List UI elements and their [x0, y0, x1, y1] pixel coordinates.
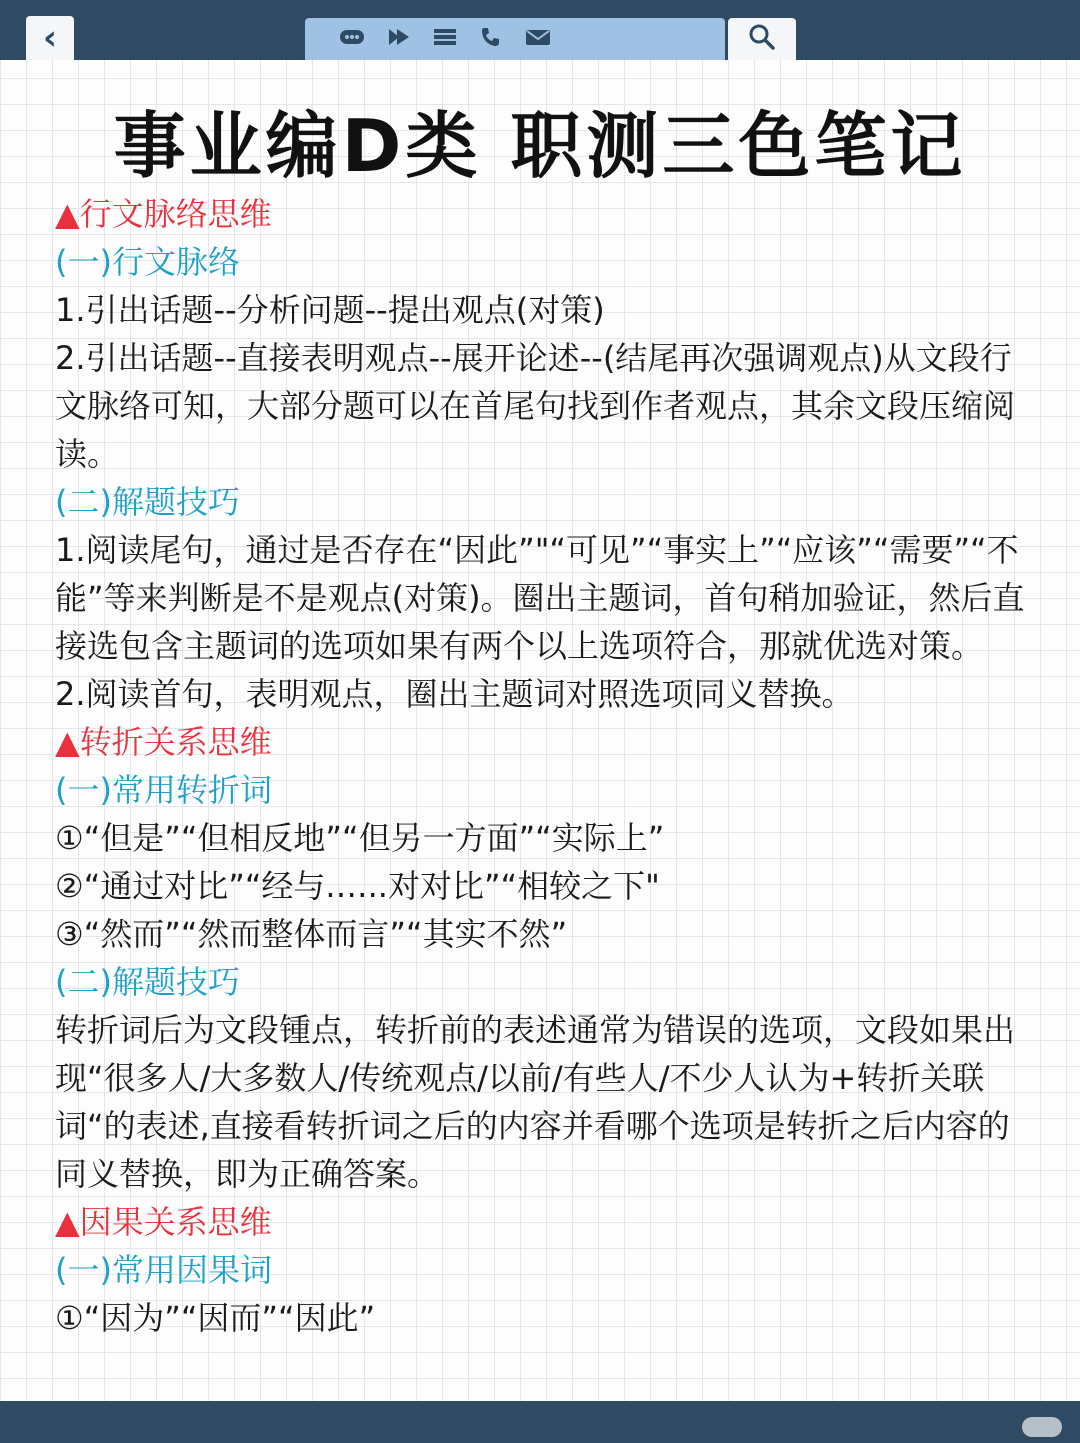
section-heading: ▲转折关系思维: [55, 723, 272, 761]
section-heading: ▲行文脉络思维: [55, 195, 272, 233]
note-line: 2.引出话题--直接表明观点--展开论述--(结尾再次强调观点)从文段行文脉络可知，大部分题可以在首尾句找到作者观点，其余文段压缩阅读。: [55, 339, 1016, 473]
note-line: ①“因为”“因而”“因此”: [55, 1299, 376, 1337]
list-icon[interactable]: [433, 26, 457, 53]
toolbar-icon-strip: [305, 18, 725, 60]
forward-icon[interactable]: [387, 26, 411, 53]
section-heading: ▲因果关系思维: [55, 1203, 272, 1241]
note-line: 1.引出话题--分析问题--提出观点(对策): [55, 291, 605, 329]
note-line: ①“但是”“但相反地”“但另一方面”“实际上”: [55, 819, 665, 857]
note-line: ③“然而”“然而整体而言”“其实不然”: [55, 915, 568, 953]
subsection-heading: (一)常用转折词: [55, 771, 272, 809]
note-line: 2.阅读首句，表明观点，圈出主题词对照选项同义替换。: [55, 675, 854, 713]
subsection-heading: (二)解题技巧: [55, 483, 240, 521]
subsection-heading: (二)解题技巧: [55, 963, 240, 1001]
bottom-bar: [0, 1401, 1080, 1443]
page-title: 事业编D类 职测三色笔记: [113, 104, 967, 188]
notes-content: [55, 190, 1030, 1342]
note-line: 1.阅读尾句，通过是否存在“因此”"“可见”“事实上”“应该”“需要”“不能”等来判断是不是观点(对策)。圈出主题词，首句稍加验证，然后直接选包含主题词的选项如果有两个以上选项符合，那就优选对策。: [55, 531, 1025, 665]
note-line: ②“通过对比”“经与.…..对对比”“相较之下": [55, 867, 660, 905]
mail-icon[interactable]: [525, 26, 551, 53]
back-button[interactable]: [26, 16, 74, 60]
note-line: 转折词后为文段锺点，转折前的表述通常为错误的选项，文段如果出现“很多人/大多数人/传统观点/以前/有些人/不少人认为+转折关联词“的表述,直接看转折词之后的内容并看哪个选项是转折之后内容的同义替换，即为正确答案。: [55, 1011, 1016, 1193]
phone-icon[interactable]: [479, 26, 503, 53]
watermark-badge: [1022, 1417, 1062, 1437]
subsection-heading: (一)行文脉络: [55, 243, 240, 281]
subsection-heading: (一)常用因果词: [55, 1251, 272, 1289]
search-icon: [748, 23, 776, 55]
chevron-left-icon: ‹: [42, 18, 57, 58]
chat-icon[interactable]: [339, 26, 365, 53]
top-bar: [0, 0, 1080, 60]
search-button[interactable]: [728, 18, 796, 60]
